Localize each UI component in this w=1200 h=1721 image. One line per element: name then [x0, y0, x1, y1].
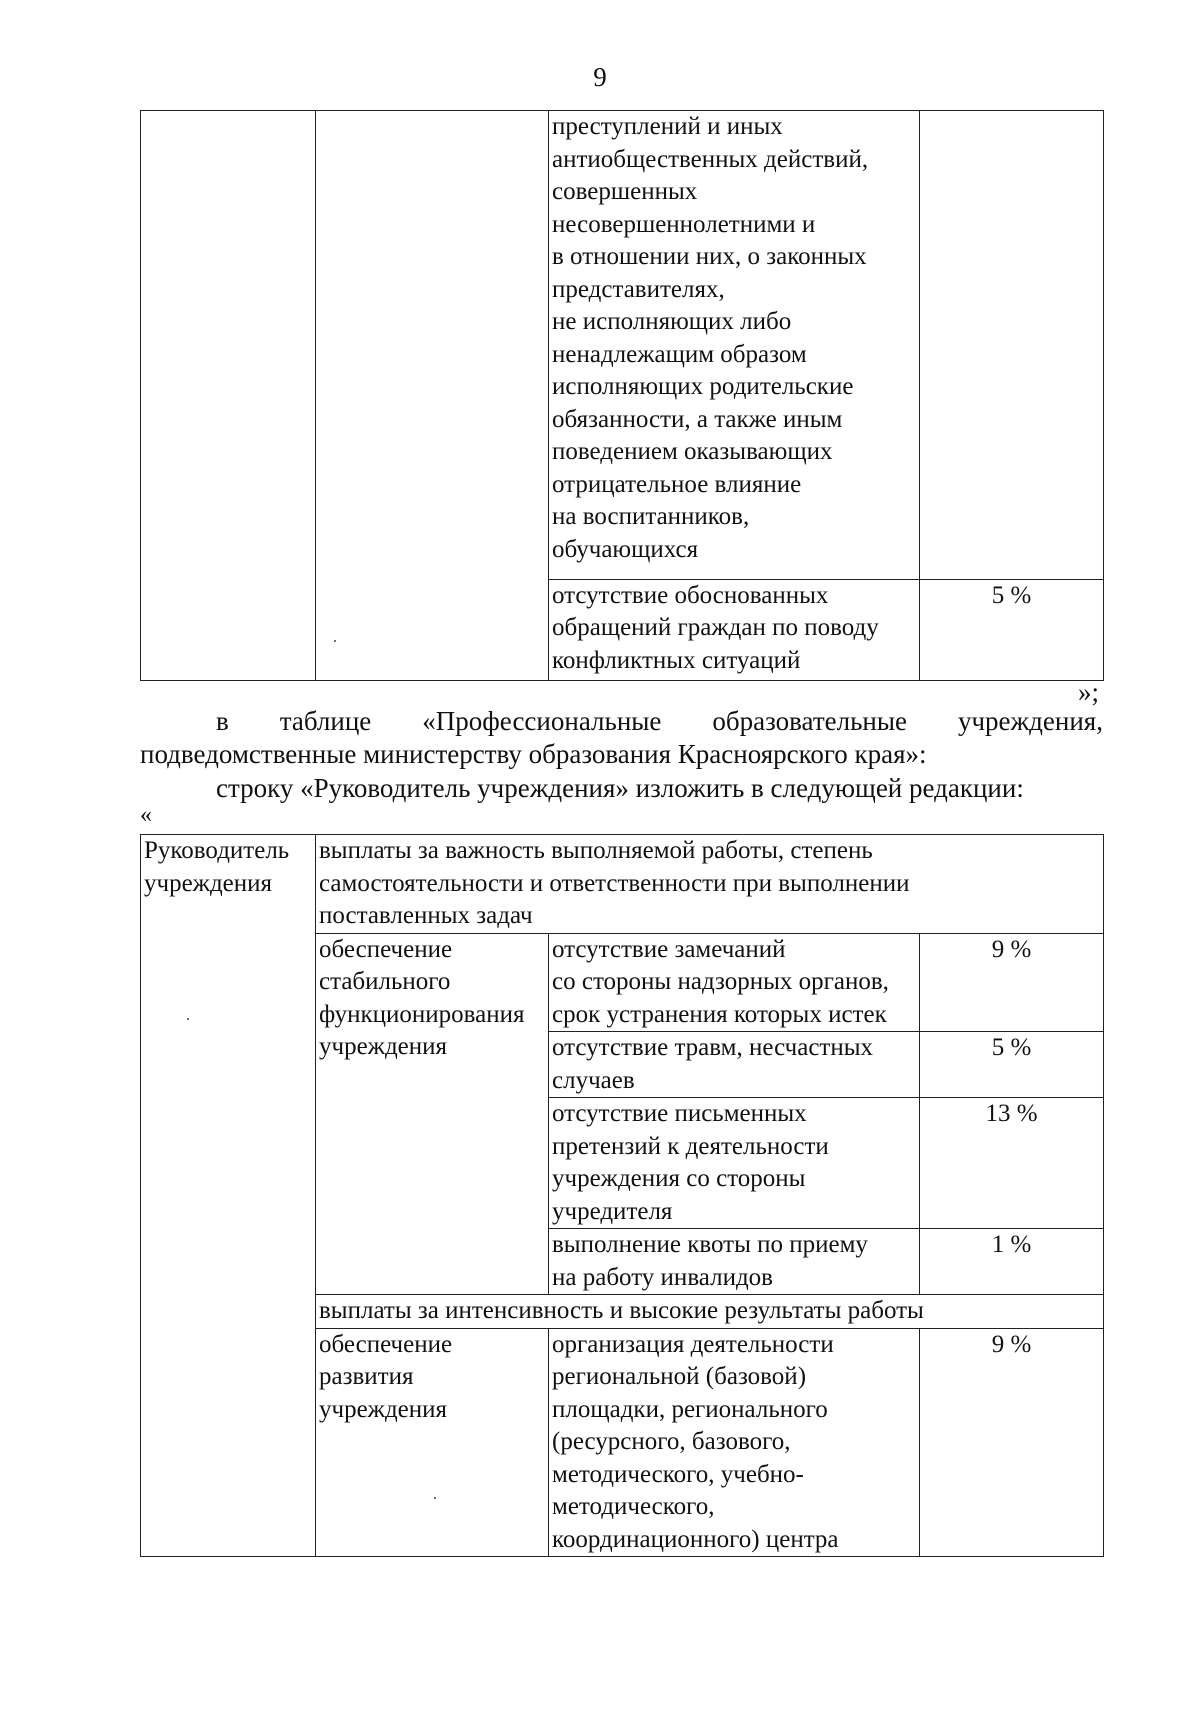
section-line: поставленных задач: [319, 902, 533, 929]
position-line: учреждения: [144, 869, 273, 897]
percent-cell: 1 %: [920, 1229, 1104, 1295]
closing-quote: »;: [1078, 677, 1100, 707]
criterion-line: ненадлежащим образом: [552, 340, 807, 368]
group-line: учреждения: [319, 1395, 448, 1423]
criterion-line: отсутствие травм, несчастных: [552, 1034, 874, 1061]
percent-cell: 5 %: [920, 579, 1104, 680]
criterion-line: (ресурсного, базового,: [552, 1428, 791, 1455]
criterion-line: на воспитанников,: [552, 503, 750, 530]
criterion-line: антиобщественных действий,: [552, 145, 869, 173]
criterion-line: выполнение квоты по приему: [552, 1231, 868, 1258]
scan-speck: [187, 1018, 189, 1020]
criterion-line: совершенных: [552, 178, 698, 205]
word: таблице: [279, 706, 372, 736]
word: образовательные: [712, 706, 907, 736]
criterion-line: отсутствие письменных: [552, 1100, 807, 1127]
group-line: развития: [319, 1363, 414, 1390]
criterion-line: отсутствие замечаний: [552, 935, 786, 963]
scan-speck: [434, 1497, 436, 1499]
group-line: учреждения: [319, 1033, 448, 1060]
criterion-line: не исполняющих либо: [552, 308, 792, 335]
criterion-cell: [549, 1098, 920, 1229]
criterion-line: преступлений и иных: [552, 113, 783, 140]
criterion-line: конфликтных ситуаций: [552, 646, 801, 674]
word: учреждения,: [957, 706, 1103, 736]
page-number: 9: [593, 62, 607, 92]
criterion-cell: [549, 933, 920, 1032]
criterion-line: обучающихся: [552, 535, 699, 563]
criterion-cell: [549, 1328, 920, 1557]
position-line: Руководитель: [144, 837, 290, 864]
group-line: стабильного: [319, 968, 451, 995]
criterion-line: в отношении них, о законных: [552, 243, 867, 270]
scan-speck: [334, 640, 336, 642]
paragraph-instruction: строку «Руководитель учреждения» изложить в следующей редакции:: [216, 773, 1024, 803]
paragraph-line-2: подведомственные министерству образования Красноярского края»:: [140, 739, 927, 769]
criterion-line: организация деятельности: [552, 1330, 834, 1358]
word: в: [216, 706, 229, 736]
table-continuation: [140, 110, 1104, 681]
criterion-line: несовершеннолетними и: [552, 210, 816, 238]
group-line: обеспечение: [319, 1330, 453, 1358]
section-header-cell: [316, 835, 1104, 934]
table-row: [141, 835, 1104, 934]
group-cell: [316, 933, 549, 1295]
section-line: выплаты за интенсивность и высокие результаты работы: [319, 1297, 924, 1324]
criterion-cell: [549, 1032, 920, 1098]
criterion-cell: [549, 1229, 920, 1295]
table-new-edition: [140, 834, 1104, 1557]
criterion-line: на работу инвалидов: [552, 1263, 773, 1291]
percent-cell: 9 %: [920, 1328, 1104, 1557]
criterion-line: случаев: [552, 1066, 635, 1094]
criterion-line: методического, учебно-: [552, 1460, 804, 1488]
group-cell: [316, 1328, 549, 1557]
percent-cell: 13 %: [920, 1098, 1104, 1229]
section-header-cell: [316, 1295, 1104, 1329]
group-line: функционирования: [319, 1000, 525, 1028]
criterion-line: со стороны надзорных органов,: [552, 968, 889, 995]
criterion-line: методического,: [552, 1493, 715, 1520]
paragraph-line-1: [140, 705, 1103, 737]
word: «Профессиональные: [422, 706, 662, 736]
criterion-line: обязанности, а также иным: [552, 405, 843, 433]
criterion-line: поведением оказывающих: [552, 438, 833, 465]
empty-position-cell: [141, 111, 316, 681]
criterion-line: координационного) центра: [552, 1525, 839, 1553]
criterion-line: площадки, регионального: [552, 1395, 828, 1423]
percent-cell: 9 %: [920, 933, 1104, 1032]
criterion-line: отсутствие обоснованных: [552, 581, 829, 609]
section-line: выплаты за важность выполняемой работы, степень: [319, 837, 873, 864]
criterion-cell: [549, 579, 920, 680]
percent-cell: [920, 111, 1104, 580]
criterion-cell: [549, 111, 920, 580]
section-line: самостоятельности и ответственности при выполнении: [319, 869, 910, 897]
table-row: [141, 111, 1104, 580]
empty-group-cell: [316, 111, 549, 681]
criterion-line: учреждения со стороны: [552, 1165, 806, 1192]
opening-quote: «: [140, 802, 152, 828]
criterion-line: исполняющих родительские: [552, 373, 854, 400]
criterion-line: срок устранения которых истек: [552, 1000, 887, 1028]
group-line: обеспечение: [319, 935, 453, 963]
criterion-line: претензий к деятельности: [552, 1132, 829, 1160]
position-cell: [141, 835, 316, 1557]
criterion-line: представителях,: [552, 275, 725, 303]
criterion-line: обращений граждан по поводу: [552, 614, 879, 642]
criterion-line: учредителя: [552, 1197, 673, 1225]
criterion-line: региональной (базовой): [552, 1363, 807, 1390]
criterion-line: отрицательное влияние: [552, 470, 802, 498]
percent-cell: 5 %: [920, 1032, 1104, 1098]
